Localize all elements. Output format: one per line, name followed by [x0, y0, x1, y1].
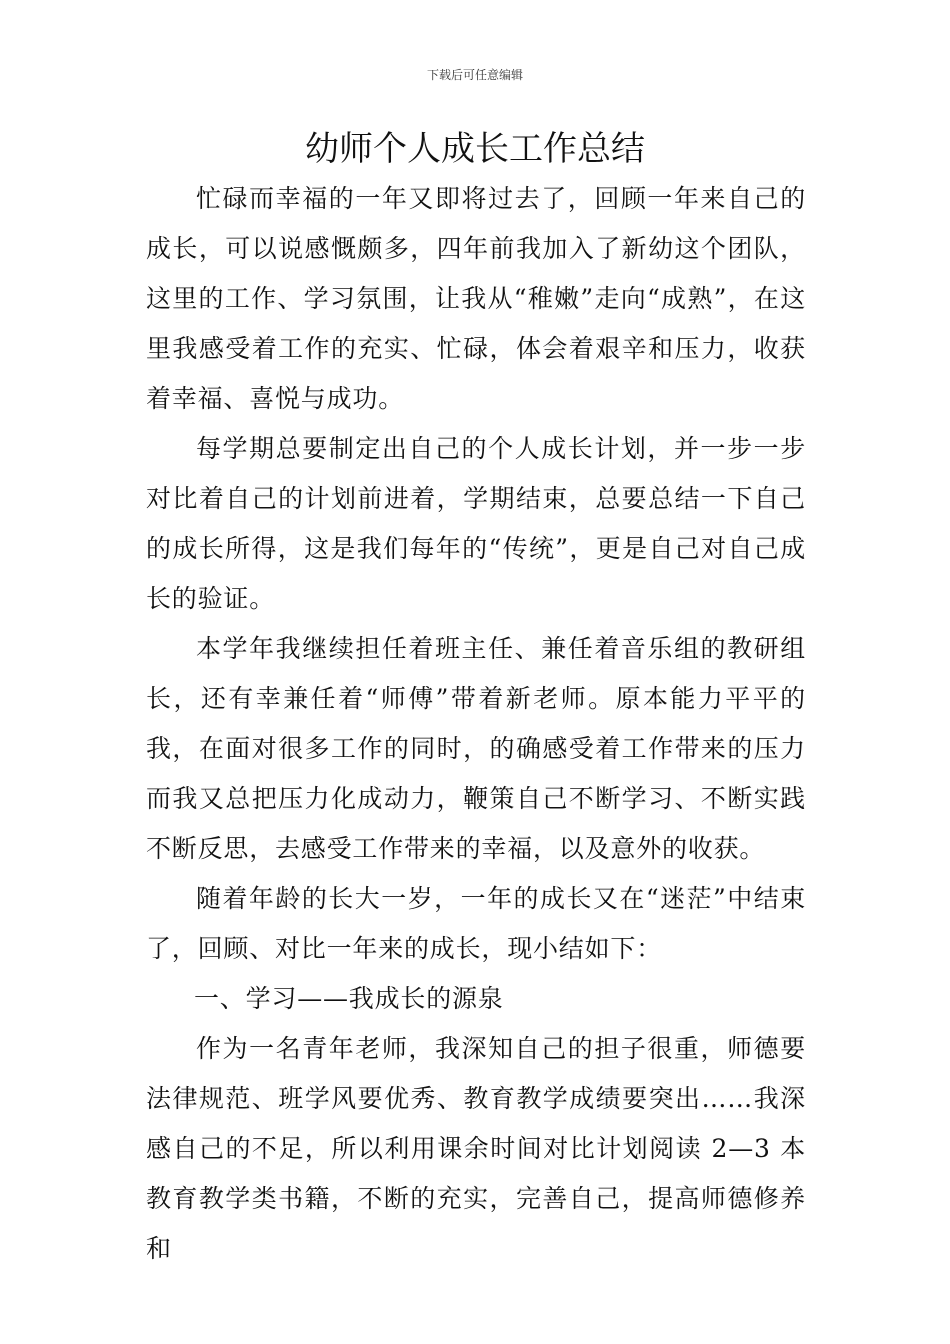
header-note: 下载后可任意编辑: [426, 68, 523, 82]
section-paragraph: 作为一名青年老师，我深知自己的担子很重，师德要法律规范、班学风要优秀、教育教学成绩要突出……我深感自己的不足，所以利用课余时间对比计划阅读 2—3 本教育教学类书籍，不断的充实，完善自己，提高师德修养和: [146, 1034, 806, 1263]
section-heading: 一、学习——我成长的源泉: [194, 984, 504, 1013]
document-title: 幼师个人成长工作总结: [305, 129, 645, 169]
paragraph-3: 本学年我继续担任着班主任、兼任着音乐组的教研组长，还有幸兼任着“师傅”带着新老师。原本能力平平的我，在面对很多工作的同时，的确感受着工作带来的压力而我又总把压力化成动力，鞭策自己不断学习、不断实践不断反思，去感受工作带来的幸福，以及意外的收获。: [146, 634, 806, 863]
paragraph-4: 随着年龄的长大一岁，一年的成长又在“迷茫”中结束了，回顾、对比一年来的成长，现小结如下：: [146, 884, 806, 963]
document-body: [146, 174, 806, 1274]
paragraph-1: 忙碌而幸福的一年又即将过去了，回顾一年来自己的成长，可以说感慨颇多，四年前我加入了新幼这个团队，这里的工作、学习氛围，让我从“稚嫩”走向“成熟”，在这里我感受着工作的充实、忙碌，体会着艰辛和压力，收获着幸福、喜悦与成功。: [146, 184, 806, 413]
paragraph-2: 每学期总要制定出自己的个人成长计划，并一步一步对比着自己的计划前进着，学期结束，总要总结一下自己的成长所得，这是我们每年的“传统”，更是自己对自己成长的验证。: [146, 434, 806, 613]
